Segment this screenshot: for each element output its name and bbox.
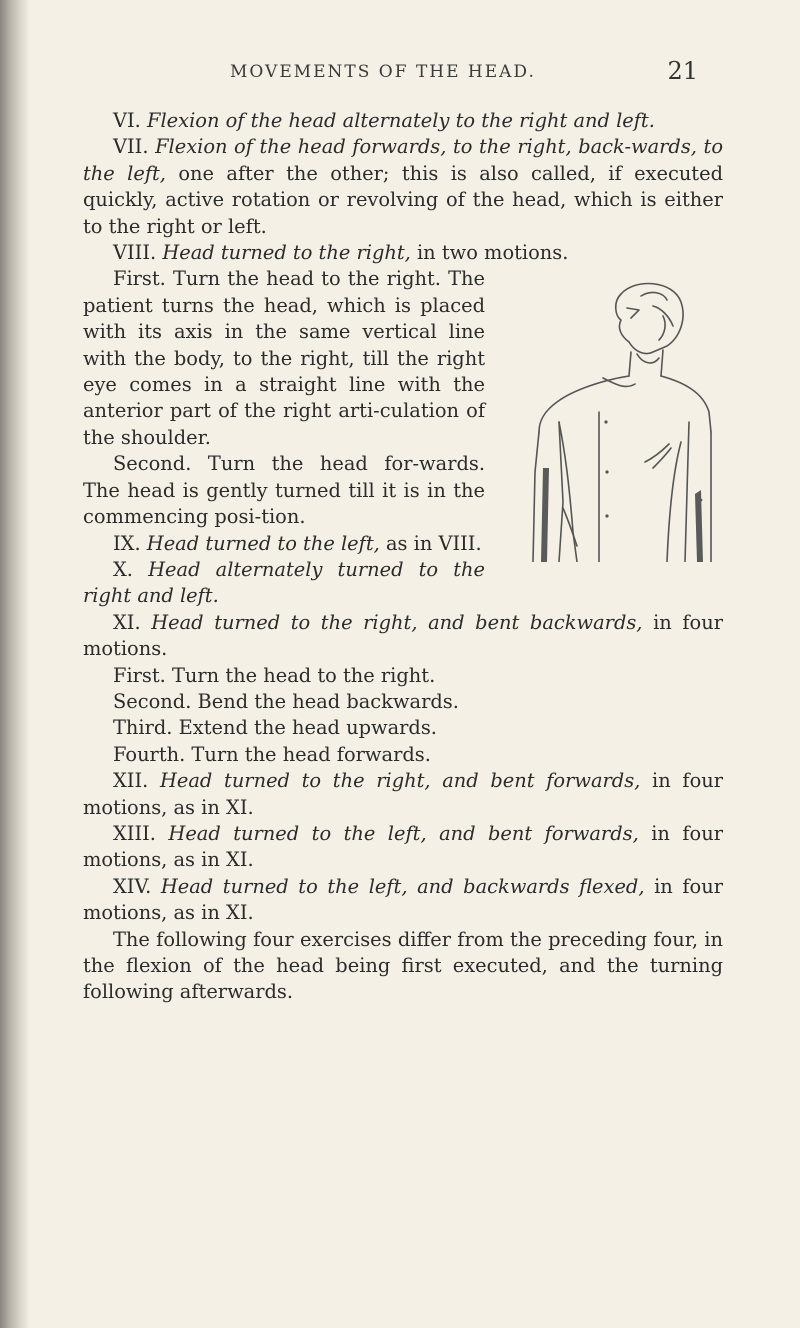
running-head: MOVEMENTS OF THE HEAD. [230,62,536,82]
head-turned-right-illustration-icon [503,272,715,562]
paragraph-viii-second: Second. Turn the head for-wards. The head is gently turned till it is in the commencing posi-tion. [83,452,485,529]
paragraph-xi-first: First. Turn the head to the right. [113,663,436,687]
section-title: Flexion of the head forwards, to the right, back-wards, to the left, [83,135,723,185]
paragraph-vi [83,108,723,134]
section-title: Head turned to the right, and bent backwards, [151,610,643,634]
paragraph-viii-first: First. Turn the head to the right. The patient turns the head, which is placed with its axis in the same vertical line with the body, to the right, till the right eye comes in a straight line with the anterior part of the right arti-culation of the shoulder. [83,267,485,449]
section-number: VIII. [113,241,163,265]
paragraph-xiii [83,821,723,874]
paragraph-xii [83,768,723,821]
body-text [83,108,723,1006]
section-number: X. [113,557,149,581]
section-number: XI. [113,610,152,634]
section-title: Head turned to the left, and backwards flexed, [160,874,645,898]
paragraph-closing: The following four exercises differ from the preceding four, in the flexion of the head being first executed, and the turning following afterwards. [83,927,723,1004]
section-text: in two motions. [410,241,569,265]
section-number: XIII. [113,821,169,845]
page-number: 21 [667,57,698,85]
paragraph-viii [83,240,723,266]
section-number: XII. [113,769,160,793]
section-title: Head turned to the left, [146,531,380,555]
section-number: XIV. [113,874,161,898]
section-title: Head turned to the right, [162,241,411,265]
section-text: in four motions, as in XI. [83,821,723,872]
section-number: IX. [113,531,147,555]
section-text: in four motions, as in XI. [83,769,723,819]
section-number: VI. [113,109,147,132]
paragraph-vii [83,134,723,240]
paragraph-xi-second: Second. Bend the head backwards. [113,689,459,713]
paragraph-xi [83,610,723,663]
paragraph-xiv [83,874,723,927]
section-text: in four motions. [83,610,723,661]
section-title: Head turned to the left, and bent forwards, [168,821,639,845]
paragraph-xi-third: Third. Extend the head upwards. [113,716,437,740]
section-title: Flexion of the head alternately to the right and left. [147,109,655,132]
section-title: Head turned to the right, and bent forwards, [159,769,641,793]
section-number: VII. [113,135,156,159]
section-text: as in VIII. [379,531,482,555]
paragraph-xi-fourth: Fourth. Turn the head forwards. [113,742,431,766]
section-title: Head alternately turned to the right and left. [83,557,485,608]
section-text: one after the other; this is also called, if executed quickly, active rotation or revolving of the head, which is either to the right or left. [83,161,723,238]
section-text: in four motions, as in XI. [83,874,723,925]
paragraph-x [83,557,723,610]
head-turning-figure [503,272,715,562]
book-spine-shadow [0,0,30,1328]
